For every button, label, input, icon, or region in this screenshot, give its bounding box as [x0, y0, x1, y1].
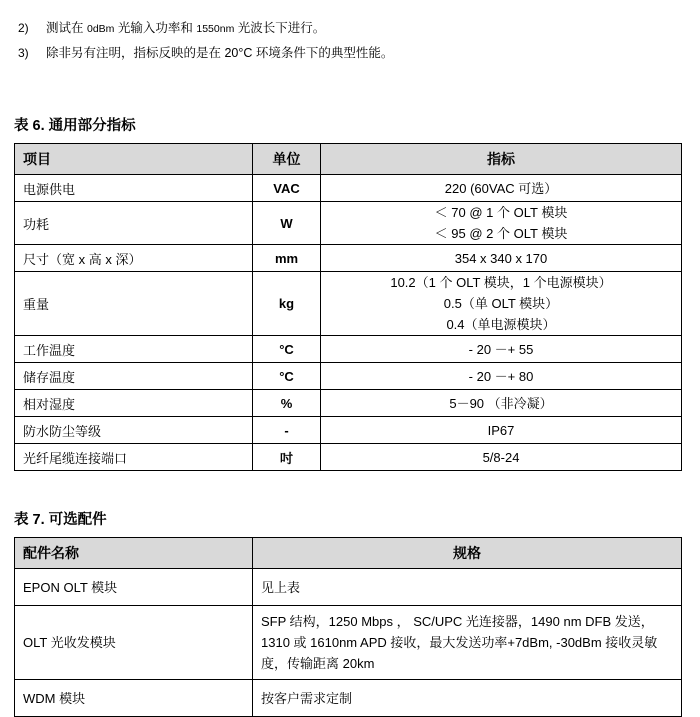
row-spec: SFP 结构，1250 Mbps ， SC/UPC 光连接器，1490 nm DFB 发送，1310 或 1610nm APD 接收，最大发送功率+7dBm, -30dBm 接收灵敏度，传输距离 20km	[253, 606, 682, 680]
row-unit: 吋	[253, 444, 321, 471]
row-name: EPON OLT 模块	[15, 569, 253, 606]
row-spec: ＜ 70 @ 1 个 OLT 模块 ＜ 95 @ 2 个 OLT 模块	[321, 202, 682, 245]
row-item: 相对湿度	[15, 390, 253, 417]
table-row	[15, 569, 682, 606]
row-spec: 5－90 （非冷凝）	[321, 390, 682, 417]
footnote-number: 2)	[18, 21, 29, 35]
table-row	[15, 390, 682, 417]
row-spec: 见上表	[253, 569, 682, 606]
row-unit: mm	[253, 245, 321, 272]
row-unit: -	[253, 417, 321, 444]
table7-header-spec: 规格	[253, 538, 682, 569]
row-unit: VAC	[253, 175, 321, 202]
row-spec: 354 x 340 x 170	[321, 245, 682, 272]
footnote-text: 除非另有注明，指标反映的是在 20°C 环境条件下的典型性能。	[46, 46, 394, 60]
table7-block	[14, 508, 682, 717]
table6-header-spec: 指标	[321, 144, 682, 175]
table-row	[15, 272, 682, 336]
row-spec: - 20 －+ 80	[321, 363, 682, 390]
table-row	[15, 175, 682, 202]
table-row	[15, 245, 682, 272]
row-unit: kg	[253, 272, 321, 336]
table6-header-item: 项目	[15, 144, 253, 175]
row-unit: %	[253, 390, 321, 417]
footnotes	[18, 18, 678, 67]
footnote-item	[18, 18, 678, 39]
footnote-item	[18, 43, 678, 63]
row-unit: °C	[253, 363, 321, 390]
table7-header-row	[15, 538, 682, 569]
row-item: 功耗	[15, 202, 253, 245]
table-row	[15, 363, 682, 390]
table6-header-row	[15, 144, 682, 175]
footnote-text: 测试在 0dBm 光输入功率和 1550nm 光波长下进行。	[46, 21, 326, 35]
row-spec: IP67	[321, 417, 682, 444]
row-item: 重量	[15, 272, 253, 336]
row-spec: 5/8-24	[321, 444, 682, 471]
row-item: 工作温度	[15, 336, 253, 363]
row-spec: 按客户需求定制	[253, 680, 682, 717]
table-row	[15, 202, 682, 245]
table-row	[15, 606, 682, 680]
table-row	[15, 680, 682, 717]
row-item: 电源供电	[15, 175, 253, 202]
table-row	[15, 417, 682, 444]
row-name: OLT 光收发模块	[15, 606, 253, 680]
row-name: WDM 模块	[15, 680, 253, 717]
row-item: 光纤尾缆连接端口	[15, 444, 253, 471]
table-row	[15, 336, 682, 363]
table7-title: 表 7. 可选配件	[14, 512, 107, 528]
table6-header-unit: 单位	[253, 144, 321, 175]
row-spec: 220 (60VAC 可选）	[321, 175, 682, 202]
row-item: 尺寸（宽 x 高 x 深）	[15, 245, 253, 272]
row-spec: - 20 －+ 55	[321, 336, 682, 363]
row-unit: W	[253, 202, 321, 245]
table-row	[15, 444, 682, 471]
table6-title: 表 6. 通用部分指标	[14, 118, 136, 134]
row-item: 储存温度	[15, 363, 253, 390]
row-spec: 10.2（1 个 OLT 模块，1 个电源模块） 0.5（单 OLT 模块） 0.4（单电源模块）	[321, 272, 682, 336]
footnote-number: 3)	[18, 46, 29, 60]
table6	[14, 143, 682, 471]
table6-block	[14, 114, 682, 471]
table7-header-name: 配件名称	[15, 538, 253, 569]
row-item: 防水防尘等级	[15, 417, 253, 444]
row-unit: °C	[253, 336, 321, 363]
table7	[14, 537, 682, 717]
